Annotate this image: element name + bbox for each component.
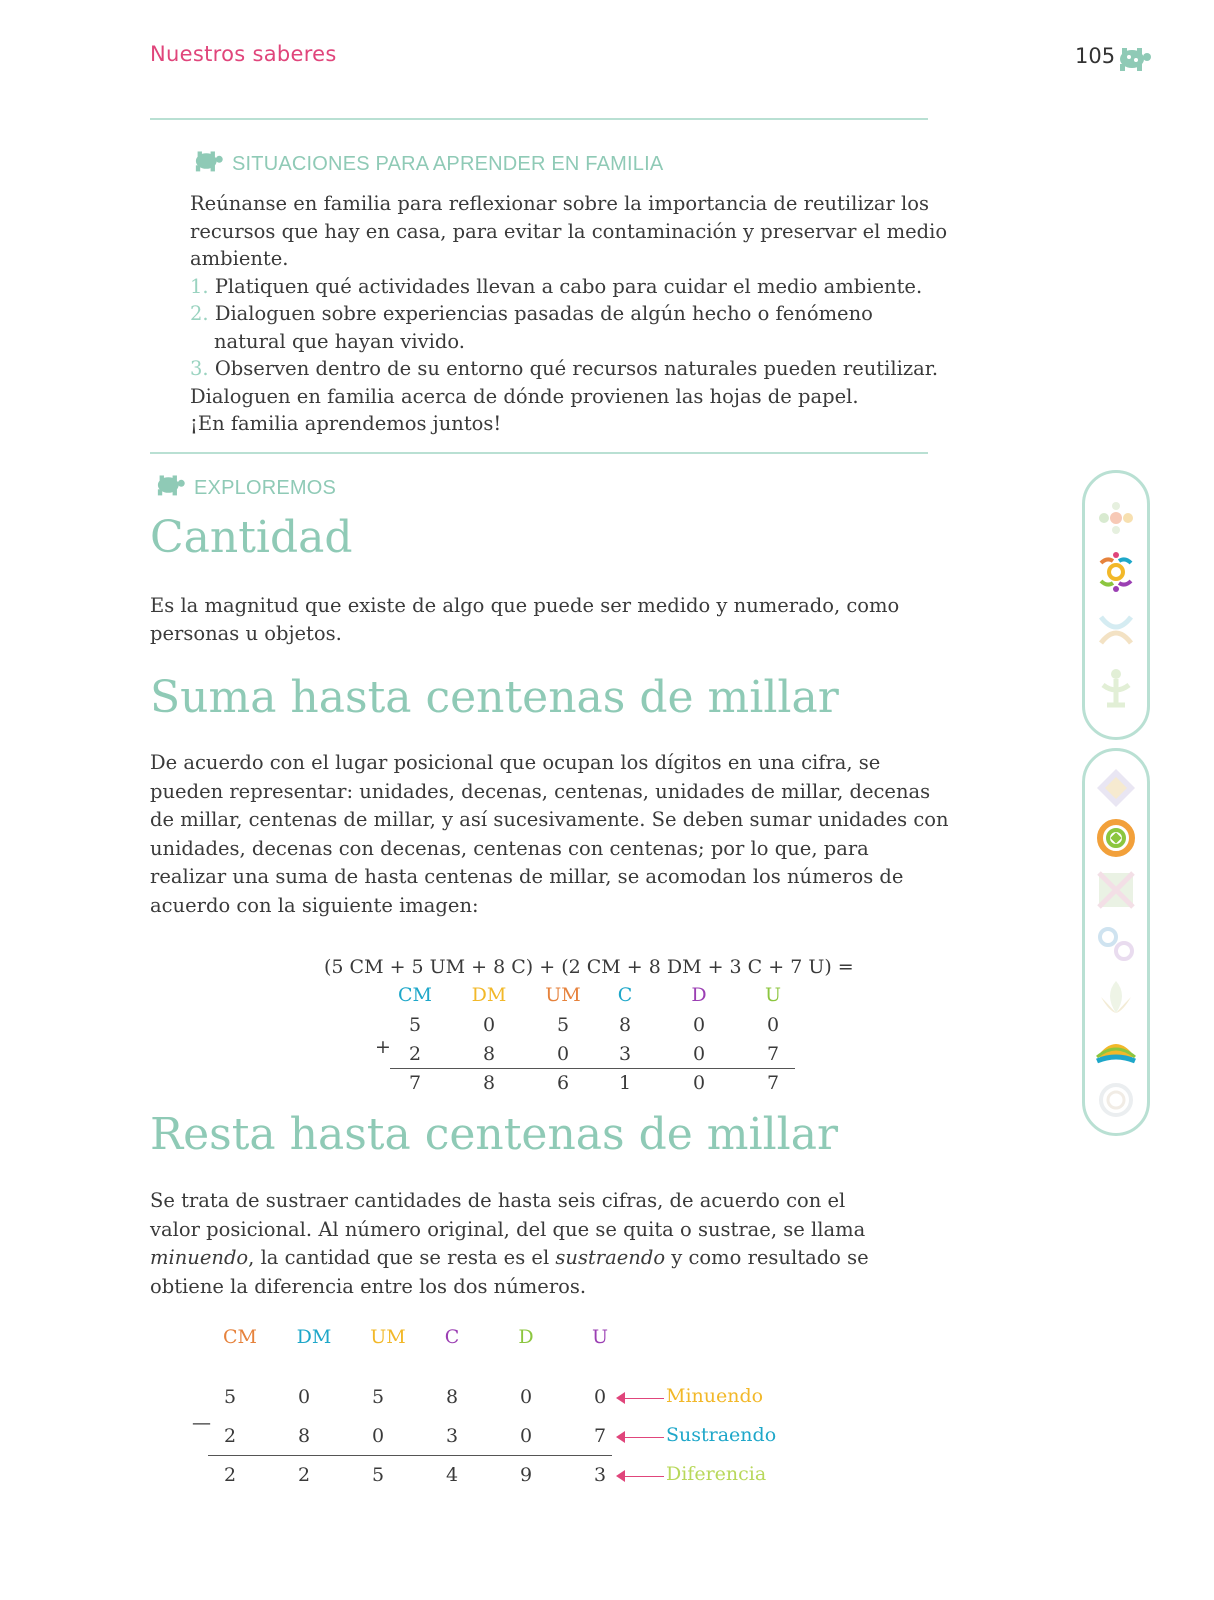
- difference-line: [208, 1455, 612, 1456]
- sum-line: [390, 1068, 795, 1069]
- list-number: 3.: [190, 357, 209, 380]
- side-panel-axes: [1082, 470, 1150, 740]
- minus-operator: —: [192, 1412, 211, 1434]
- resta-paragraph: [150, 1187, 870, 1301]
- table-cell: 8: [482, 1043, 496, 1065]
- arrow-line: [624, 1437, 664, 1438]
- header-cm: CM: [398, 984, 432, 1006]
- section-title: Nuestros saberes: [150, 42, 337, 66]
- result-cell: 7: [766, 1072, 780, 1094]
- table-cell: 0: [297, 1386, 311, 1408]
- turtle-shell-icon[interactable]: [1093, 1027, 1139, 1073]
- label-sustraendo: Sustraendo: [666, 1424, 777, 1446]
- links-icon[interactable]: [1093, 921, 1139, 967]
- term-minuendo: minuendo: [150, 1246, 249, 1269]
- table-cell: 2: [408, 1043, 422, 1065]
- explore-definition: Es la magnitud que existe de algo que puede ser medido y numerado, como personas u objetos.: [150, 594, 900, 645]
- family-closing: Dialoguen en familia acerca de dónde provienen las hojas de papel.: [190, 384, 859, 408]
- suma-paragraph: De acuerdo con el lugar posicional que ocupan los dígitos en una cifra, se pueden representar: unidades, decenas, centenas, unidades de millar, decenas de millar, centenas de millar, y así sucesivamente. Se deben sumar unidades con unidades, decenas con decenas, centenas con centenas; por lo que, para realizar una suma de hasta centenas de millar, se acomodan los números de acuerdo con la siguiente imagen:: [150, 751, 949, 917]
- family-section-label: SITUACIONES PARA APRENDER EN FAMILIA: [232, 153, 664, 175]
- page-number: 105: [1075, 44, 1116, 68]
- result-cell: 8: [482, 1072, 496, 1094]
- table-cell: 7: [766, 1043, 780, 1065]
- diamond-icon[interactable]: [1093, 765, 1139, 811]
- header-dm: DM: [471, 984, 507, 1006]
- resta-title: Resta hasta centenas de millar: [150, 1109, 838, 1160]
- result-cell: 9: [519, 1464, 533, 1486]
- target-ring-icon[interactable]: [1093, 815, 1139, 861]
- result-cell: 1: [618, 1072, 632, 1094]
- header-cm: CM: [223, 1326, 257, 1348]
- table-cell: 2: [223, 1425, 237, 1447]
- resta-table: [192, 1326, 810, 1496]
- list-number: 2.: [190, 302, 209, 325]
- table-cell: 3: [618, 1043, 632, 1065]
- table-cell: 8: [297, 1425, 311, 1447]
- header-dm: DM: [296, 1326, 332, 1348]
- header-c: C: [444, 1326, 460, 1348]
- table-cell: 0: [593, 1386, 607, 1408]
- spiral-icon[interactable]: [1093, 1077, 1139, 1123]
- arrow-line: [624, 1398, 664, 1399]
- table-cell: 5: [556, 1014, 570, 1036]
- paragraph-text: Se trata de sustraer cantidades de hasta seis cifras, de acuerdo con el valor posicional. Al número original, del que se quita o sustrae, se llama: [150, 1189, 866, 1241]
- flower-icon[interactable]: [1093, 495, 1139, 541]
- paragraph-text: , la cantidad que se resta es el: [248, 1246, 556, 1269]
- header-um: UM: [370, 1326, 406, 1348]
- table-cell: 0: [692, 1043, 706, 1065]
- list-item: [190, 273, 950, 301]
- table-cell: 8: [618, 1014, 632, 1036]
- result-cell: 6: [556, 1072, 570, 1094]
- table-cell: 0: [766, 1014, 780, 1036]
- label-diferencia: Diferencia: [666, 1463, 767, 1485]
- table-cell: 5: [223, 1386, 237, 1408]
- suma-title: Suma hasta centenas de millar: [150, 672, 839, 723]
- cross-square-icon[interactable]: [1093, 867, 1139, 913]
- table-cell: 0: [482, 1014, 496, 1036]
- result-cell: 5: [371, 1464, 385, 1486]
- explore-title: Cantidad: [150, 512, 353, 563]
- table-cell: 0: [519, 1425, 533, 1447]
- turtle-icon: [150, 472, 190, 498]
- suma-table: [375, 984, 815, 1104]
- hands-circle-icon[interactable]: [1093, 607, 1139, 653]
- turtle-icon: [1112, 44, 1156, 74]
- result-cell: 4: [445, 1464, 459, 1486]
- table-cell: 0: [692, 1014, 706, 1036]
- arrow-line: [624, 1476, 664, 1477]
- person-plant-icon[interactable]: [1093, 665, 1139, 711]
- list-text: Platiquen qué actividades llevan a cabo para cuidar el medio ambiente.: [214, 274, 923, 298]
- result-cell: 7: [408, 1072, 422, 1094]
- sun-people-icon[interactable]: [1093, 549, 1139, 595]
- header-u: U: [764, 984, 781, 1006]
- top-divider: [150, 118, 928, 120]
- header-d: D: [691, 984, 707, 1006]
- list-item: [190, 355, 950, 383]
- table-cell: 7: [593, 1425, 607, 1447]
- plus-operator: +: [375, 1036, 391, 1058]
- list-text: Dialoguen sobre experiencias pasadas de algún hecho o fenómeno natural que hayan vivido.: [214, 302, 873, 353]
- family-motto: ¡En familia aprendemos juntos!: [190, 412, 502, 435]
- result-cell: 2: [297, 1464, 311, 1486]
- list-number: 1.: [190, 274, 209, 298]
- table-cell: 5: [408, 1014, 422, 1036]
- bottom-divider: [150, 452, 928, 454]
- side-panel-fields: [1082, 748, 1150, 1136]
- result-cell: 2: [223, 1464, 237, 1486]
- header-c: C: [617, 984, 633, 1006]
- table-cell: 3: [445, 1425, 459, 1447]
- family-intro: Reúnanse en familia para reflexionar sobre la importancia de reutilizar los recursos que hay en casa, para evitar la contaminación y preservar el medio ambiente.: [190, 192, 948, 270]
- result-cell: 3: [593, 1464, 607, 1486]
- turtle-icon: [188, 148, 228, 174]
- explore-label: EXPLOREMOS: [194, 477, 337, 499]
- table-cell: 0: [519, 1386, 533, 1408]
- header-um: UM: [545, 984, 581, 1006]
- header-d: D: [518, 1326, 534, 1348]
- family-instructions: [190, 190, 950, 438]
- table-cell: 0: [556, 1043, 570, 1065]
- table-cell: 0: [371, 1425, 385, 1447]
- label-minuendo: Minuendo: [666, 1385, 764, 1407]
- suma-expression: (5 CM + 5 UM + 8 C) + (2 CM + 8 DM + 3 C + 7 U) =: [324, 956, 854, 978]
- table-cell: 8: [445, 1386, 459, 1408]
- list-item: [190, 300, 950, 355]
- table-cell: 5: [371, 1386, 385, 1408]
- paragraph-text: y como resultado se obtiene la diferencia entre los dos números.: [150, 1246, 869, 1298]
- term-sustraendo: sustraendo: [555, 1246, 666, 1269]
- list-text: Observen dentro de su entorno qué recursos naturales pueden reutilizar.: [214, 357, 939, 380]
- result-cell: 0: [692, 1072, 706, 1094]
- lotus-icon[interactable]: [1093, 973, 1139, 1019]
- header-u: U: [591, 1326, 608, 1348]
